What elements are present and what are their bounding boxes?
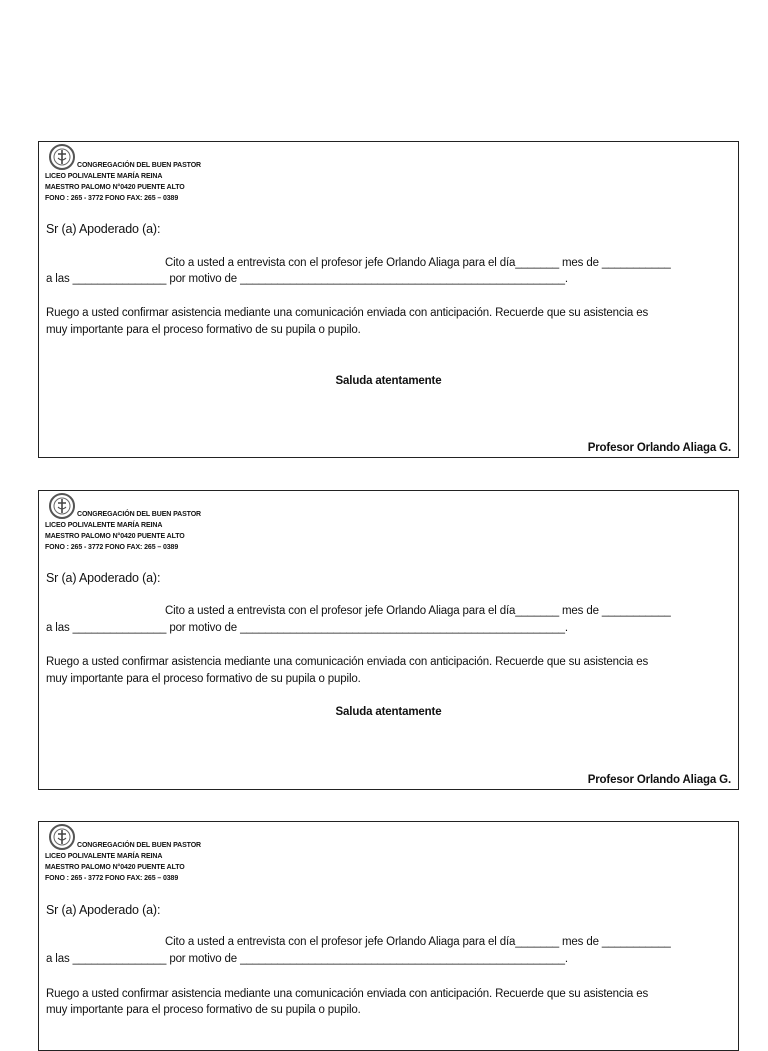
header-phone: FONO : 265 - 3772 FONO FAX: 265 – 0389 [45, 544, 179, 551]
confirmation-request: Ruego a usted confirmar asistencia mediante una comunicación enviada con anticipación. Recuerde que su asistencia es [46, 307, 649, 319]
greeting: Sr (a) Apoderado (a): [46, 903, 161, 917]
citation-card [38, 141, 739, 458]
greeting: Sr (a) Apoderado (a): [46, 571, 161, 585]
appointment-line: Cito a usted a entrevista con el profesor jefe Orlando Aliaga para el día_______ mes de ___________ [165, 257, 671, 269]
citation-card [38, 821, 739, 1051]
header-school-name: LICEO POLIVALENTE MARÍA REINA [45, 522, 163, 529]
citation-card [38, 490, 739, 790]
header-congregation: CONGREGACIÓN DEL BUEN PASTOR [77, 162, 201, 169]
header-address: MAESTRO PALOMO N°0420 PUENTE ALTO [45, 533, 185, 540]
greeting: Sr (a) Apoderado (a): [46, 222, 161, 236]
school-crest-icon [49, 144, 75, 170]
confirmation-request: Ruego a usted confirmar asistencia mediante una comunicación enviada con anticipación. Recuerde que su asistencia es [46, 656, 649, 668]
confirmation-request: Ruego a usted confirmar asistencia mediante una comunicación enviada con anticipación. Recuerde que su asistencia es [46, 988, 649, 1000]
closing-salutation: Saluda atentamente [335, 375, 442, 387]
confirmation-request-cont: muy importante para el proceso formativo de su pupila o pupilo. [46, 1004, 361, 1016]
teacher-signature: Profesor Orlando Aliaga G. [587, 774, 731, 786]
appointment-line: Cito a usted a entrevista con el profesor jefe Orlando Aliaga para el día_______ mes de ___________ [165, 936, 671, 948]
header-address: MAESTRO PALOMO N°0420 PUENTE ALTO [45, 184, 185, 191]
appointment-line: Cito a usted a entrevista con el profesor jefe Orlando Aliaga para el día_______ mes de ___________ [165, 605, 671, 617]
closing-salutation: Saluda atentamente [335, 706, 442, 718]
confirmation-request-cont: muy importante para el proceso formativo de su pupila o pupilo. [46, 324, 361, 336]
header-phone: FONO : 265 - 3772 FONO FAX: 265 – 0389 [45, 875, 179, 882]
school-crest-icon [49, 824, 75, 850]
header-phone: FONO : 265 - 3772 FONO FAX: 265 – 0389 [45, 195, 179, 202]
header-address: MAESTRO PALOMO N°0420 PUENTE ALTO [45, 864, 185, 871]
reason-line: a las _______________ por motivo de ____________________________________________________. [46, 953, 568, 965]
header-congregation: CONGREGACIÓN DEL BUEN PASTOR [77, 842, 201, 849]
header-school-name: LICEO POLIVALENTE MARÍA REINA [45, 853, 163, 860]
header-congregation: CONGREGACIÓN DEL BUEN PASTOR [77, 511, 201, 518]
school-crest-icon [49, 493, 75, 519]
teacher-signature: Profesor Orlando Aliaga G. [587, 442, 731, 454]
confirmation-request-cont: muy importante para el proceso formativo de su pupila o pupilo. [46, 673, 361, 685]
reason-line: a las _______________ por motivo de ____________________________________________________. [46, 273, 568, 285]
header-school-name: LICEO POLIVALENTE MARÍA REINA [45, 173, 163, 180]
reason-line: a las _______________ por motivo de ____________________________________________________. [46, 622, 568, 634]
